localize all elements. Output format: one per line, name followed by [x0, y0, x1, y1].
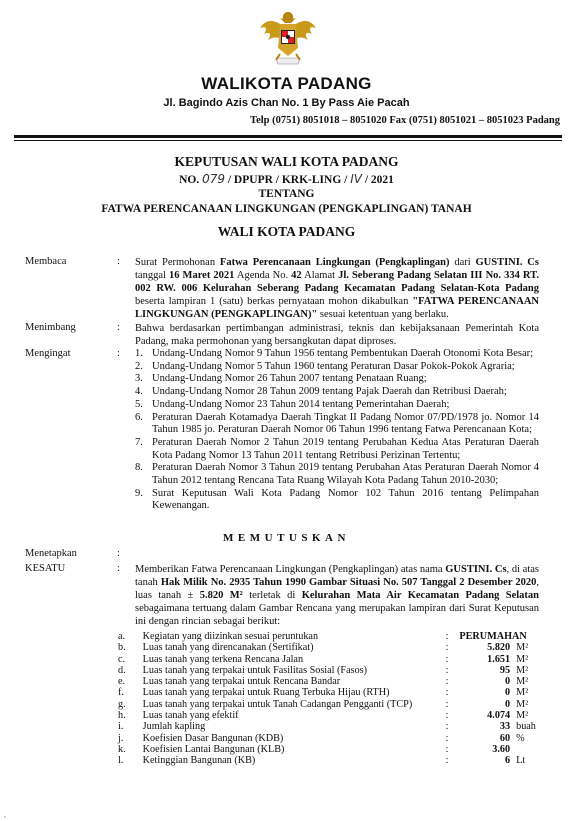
menetapkan-colon: :	[117, 548, 120, 559]
handwritten-month: IV	[350, 172, 362, 186]
list-item: 6. Peraturan Daerah Kotamadya Daerah Tingkat II Padang Nomor 07/PD/1978 jo. Nomor 14 Tahun 1985 jo. Peraturan Daerah Nomor 06 Tahun 1996 tentang Fatwa Perencanaan Kota;	[135, 411, 539, 436]
list-item: 1. Undang-Undang Nomor 9 Tahun 1956 tentang Pembentukan Daerah Otonomi Kota Besar;	[135, 348, 534, 359]
decree-heading: KEPUTUSAN WALI KOTA PADANG	[174, 154, 399, 169]
table-row: c. Luas tanah yang terkena Rencana Jalan : 1.651 M²	[118, 653, 529, 665]
menetapkan-label: Menetapkan	[25, 548, 77, 559]
kesatu-label: KESATU	[25, 563, 66, 574]
margin-mark: ,	[4, 810, 6, 819]
table-row: h. Luas tanah yang efektif : 4.074 M²	[118, 710, 529, 722]
table-row: k. Koefisien Lantai Bangunan (KLB) : 3.60	[118, 743, 511, 755]
list-item: 2. Undang-Undang Nomor 5 Tahun 1960 tentang Peraturan Dasar Pokok-Pokok Agraria;	[135, 360, 515, 372]
letterhead-address: Jl. Bagindo Azis Chan No. 1 By Pass Aie Pacah	[163, 97, 410, 109]
letterhead-divider	[14, 135, 562, 138]
mengingat-list	[135, 348, 539, 513]
table-row: e. Luas tanah yang terpakai untuk Rencana Bandar : 0 M²	[118, 676, 529, 688]
table-row: a. Kegiatan yang diizinkan sesuai peruntukan : PERUMAHAN	[118, 631, 527, 642]
letterhead-title: WALIKOTA PADANG	[201, 74, 372, 93]
memutuskan-heading: MEMUTUSKAN	[223, 532, 350, 544]
decree-issuer: WALI KOTA PADANG	[217, 224, 356, 239]
list-item: 4. Undang-Undang Nomor 28 Tahun 2009 tentang Pajak Daerah dan Retribusi Daerah;	[135, 386, 507, 398]
menimbang-label: Menimbang	[25, 322, 76, 333]
membaca-colon: :	[117, 256, 120, 267]
details-table	[118, 631, 548, 767]
table-row: l. Ketinggian Bangunan (KB) : 6 Lt	[118, 755, 526, 767]
decree-about: TENTANG	[258, 188, 315, 200]
kesatu-text: Memberikan Fatwa Perencanaan Lingkungan (Pengkaplingan) atas nama GUSTINI. Cs, di atas tanah Hak Milik No. 2935 Tahun 1990 Gambar Situasi No. 507 Tanggal 2 Desember 2020, luas tanah ± 5.820 M² terletak di Kelurahan Mata Air Kecamatan Padang Selatan sebagaimana tertuang dalam Gambar Rencana yang merupakan lampiran dari Surat Keputusan ini dengan rincian sebagai berikut:	[135, 564, 539, 627]
table-row: d. Luas tanah yang terpakai untuk Fasilitas Sosial (Fasos) : 95 M²	[118, 664, 529, 676]
table-row: g. Luas tanah yang terpakai untuk Tanah Cadangan Pengganti (TCP) : 0 M²	[118, 698, 529, 710]
list-item: 8. Peraturan Daerah Nomor 3 Tahun 2019 tentang Perubahan Atas Peraturan Daerah Nomor 4 Tahun 2012 tentang Rencana Tata Ruang Wilayah Kota Padang Tahun 2010-2030;	[135, 462, 539, 487]
handwritten-number: 079	[202, 172, 225, 186]
list-item: 9. Surat Keputusan Wali Kota Padang Nomor 102 Tahun 2016 tentang Pelimpahan Kewenangan.	[135, 487, 539, 512]
letterhead-telephone: Telp (0751) 8051018 – 8051020 Fax (0751) 8051021 – 8051023 Padang	[250, 115, 560, 126]
list-item: 7. Peraturan Daerah Nomor 2 Tahun 2019 tentang Perubahan Kedua Atas Peraturan Daerah Kota Padang Nomor 13 Tahun 2011 tentang Retribusi Perizinan Tertentu;	[135, 436, 539, 461]
table-row: f. Luas tanah yang terpakai untuk Ruang Terbuka Hijau (RTH) : 0 M²	[118, 687, 529, 699]
menimbang-text: Bahwa berdasarkan pertimbangan administrasi, teknis dan kebijaksanaan Pemerintah Kota Padang, maka permohonan yang bersangkutan dapat diproses.	[135, 323, 539, 347]
table-row: i. Jumlah kapling : 33 buah	[118, 721, 536, 733]
list-item: 3. Undang-Undang Nomor 26 Tahun 2007 tentang Penataan Ruang;	[135, 373, 427, 385]
menimbang-colon: :	[117, 322, 120, 333]
garuda-emblem-icon	[258, 8, 318, 68]
table-row: j. Koefisien Dasar Bangunan (KDB) : 60 %	[118, 732, 525, 744]
list-item: 5. Undang-Undang Nomor 23 Tahun 2014 tentang Pemerintahan Daerah;	[135, 398, 450, 410]
kesatu-colon: :	[117, 563, 120, 574]
mengingat-colon: :	[117, 348, 120, 359]
decree-number: NO. 079 / DPUPR / KRK-LING / IV / 2021	[179, 172, 394, 186]
mengingat-label: Mengingat	[25, 348, 71, 359]
decree-subject: FATWA PERENCANAAN LINGKUNGAN (PENGKAPLINGAN) TANAH	[101, 203, 472, 215]
letterhead-divider-thin	[14, 140, 562, 141]
table-row: b. Luas tanah yang direncanakan (Sertifikat) : 5.820 M²	[118, 642, 529, 654]
membaca-text: Surat Permohonan Fatwa Perencanaan Lingkungan (Pengkaplingan) dari GUSTINI. Cs tanggal 16 Maret 2021 Agenda No. 42 Alamat Jl. Seberang Padang Selatan III No. 334 RT. 002 RW. 006 Kelurahan Seberang Padang Kecamatan Padang Selatan-Kota Padang beserta lampiran 1 (satu) berkas pernyataan mohon dikabulkan "FATWA PERENCANAAN LINGKUNGAN (PENGKAPLINGAN)" sesuai ketentuan yang berlaku.	[135, 257, 539, 320]
membaca-label: Membaca	[25, 256, 67, 267]
